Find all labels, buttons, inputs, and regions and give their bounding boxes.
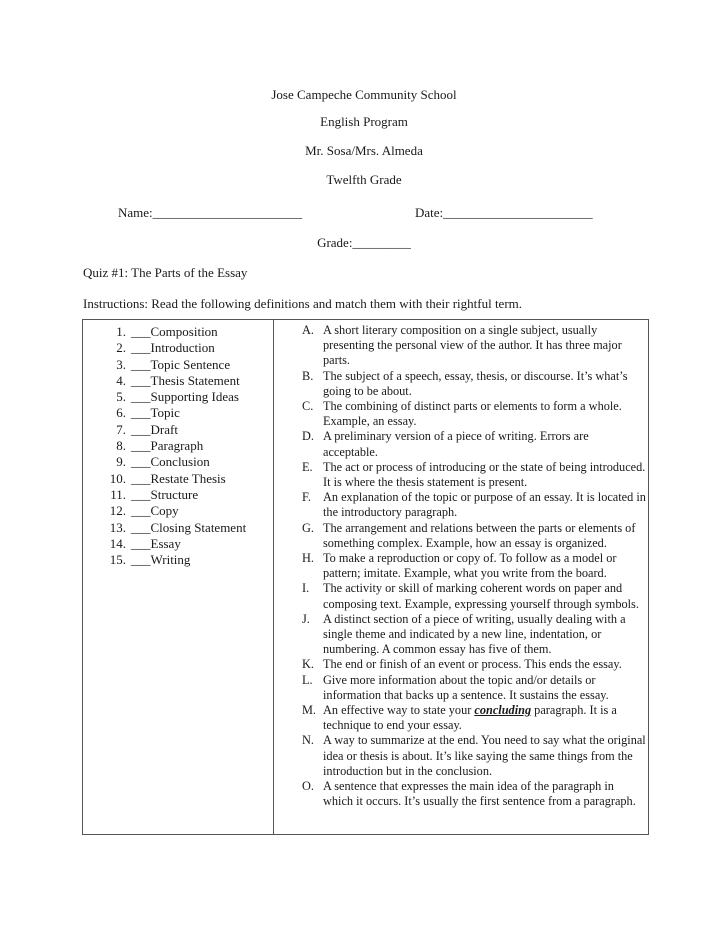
definition-text: The arrangement and relations between the parts or elements of something complex. Example, how an essay is organized.: [323, 520, 636, 550]
definition-text: The combining of distinct parts or elements to form a whole. Example, an essay.: [323, 399, 622, 429]
term-number: 11.: [110, 486, 126, 502]
definition-letter: J.: [302, 611, 310, 626]
term-label[interactable]: ___Copy: [131, 503, 179, 519]
definition-letter: O.: [302, 779, 314, 794]
term-item: [83, 389, 273, 405]
definition-text: A preliminary version of a piece of writing. Errors are acceptable.: [323, 429, 589, 459]
quiz-title: Quiz #1: The Parts of the Essay: [83, 265, 248, 280]
term-number: 8.: [116, 438, 126, 454]
definition-letter: K.: [302, 657, 314, 672]
definition-letter: C.: [302, 399, 314, 414]
term-item: [83, 324, 273, 340]
definition-letter: F.: [302, 490, 311, 505]
definition-emphasis: concluding: [474, 703, 532, 718]
definition-item: [278, 581, 646, 611]
quiz-table: [82, 319, 649, 835]
term-item: [83, 503, 273, 519]
term-label[interactable]: ___Structure: [131, 486, 199, 502]
definition-letter: I.: [302, 581, 310, 596]
definition-text-part: An effective way to state your: [323, 703, 475, 718]
term-label[interactable]: ___Paragraph: [131, 438, 204, 454]
grade-level: Twelfth Grade: [326, 172, 402, 187]
term-number: 14.: [109, 535, 126, 551]
definition-text: The act or process of introducing or the state of being introduced. It is where the thesis statement is present.: [323, 459, 646, 490]
term-number: 10.: [109, 470, 126, 486]
term-item: [83, 422, 273, 438]
term-label[interactable]: ___Essay: [131, 535, 181, 551]
definition-item: [278, 551, 646, 581]
column-divider: [273, 320, 274, 834]
term-item: [83, 487, 273, 503]
definition-item: [278, 779, 646, 809]
definition-text: Give more information about the topic and/or details or information that backs up a sentence. It sustains the essay.: [323, 672, 609, 702]
instructions: Instructions: Read the following definitions and match them with their rightful term.: [83, 296, 523, 311]
definition-text: The activity or skill of marking coherent words on paper and composing text. Example, expressing yourself through symbols.: [323, 581, 639, 611]
term-number: 15.: [109, 552, 126, 568]
definition-letter: A.: [302, 323, 314, 337]
term-item: [83, 373, 273, 389]
definition-text: A short literary composition on a single subject, usually presenting the personal view of the author. It has three major parts.: [323, 323, 622, 368]
term-number: 13.: [109, 519, 126, 535]
definition-text: [323, 703, 646, 733]
definition-item: [278, 612, 646, 658]
definition-letter: H.: [302, 551, 314, 566]
term-label[interactable]: ___Thesis Statement: [131, 372, 240, 388]
definition-letter: N.: [302, 733, 314, 748]
program-name: English Program: [320, 114, 408, 129]
term-item: [83, 340, 273, 356]
name-field[interactable]: Name:_______________________: [118, 205, 303, 220]
term-label[interactable]: ___Closing Statement: [131, 519, 247, 535]
definition-text: A sentence that expresses the main idea of the paragraph in which it occurs. It’s usually the first sentence from a paragraph.: [323, 779, 636, 809]
definition-text: To make a reproduction or copy of. To follow as a model or pattern; imitate. Example, what you write from the board.: [323, 551, 617, 581]
term-item: [83, 552, 273, 568]
definition-item: [278, 657, 646, 672]
term-number: 6.: [116, 405, 126, 421]
term-item: [83, 357, 273, 373]
definition-item: [278, 490, 646, 520]
term-number: 4.: [116, 372, 126, 388]
definition-text: The end or finish of an event or process. This ends the essay.: [323, 657, 622, 672]
term-item: [83, 471, 273, 487]
grade-field[interactable]: Grade:_________: [317, 235, 411, 250]
definition-letter: G.: [302, 520, 314, 535]
definition-letter: L.: [302, 672, 313, 687]
definition-letter: D.: [302, 429, 314, 444]
term-label[interactable]: ___Topic Sentence: [131, 356, 231, 372]
definition-item: [278, 673, 646, 703]
term-item: [83, 438, 273, 454]
term-item: [83, 405, 273, 421]
definition-item: [278, 521, 646, 551]
definition-text-part: paragraph. It is a technique to end your essay.: [323, 703, 617, 733]
definition-letter: B.: [302, 368, 314, 383]
term-label[interactable]: ___Composition: [131, 324, 218, 339]
term-label[interactable]: ___Topic: [131, 405, 180, 421]
term-item: [83, 520, 273, 536]
term-label[interactable]: ___Supporting Ideas: [131, 389, 239, 405]
term-item: [83, 454, 273, 470]
term-number: 2.: [116, 340, 126, 356]
term-label[interactable]: ___Draft: [131, 421, 178, 437]
definition-item: [278, 369, 646, 399]
definition-text: A way to summarize at the end. You need to say what the original idea or thesis is about. It’s like saying the same things from the introduction but in the conclusion.: [323, 733, 646, 778]
term-label[interactable]: ___Introduction: [131, 340, 215, 356]
teacher-names: Mr. Sosa/Mrs. Almeda: [305, 143, 423, 158]
term-number: 12.: [109, 503, 126, 519]
term-number: 5.: [116, 389, 126, 405]
definition-text: An explanation of the topic or purpose of an essay. It is located in the introductory paragraph.: [323, 490, 646, 520]
term-item: [83, 536, 273, 552]
definition-item: [278, 323, 646, 369]
term-label[interactable]: ___Writing: [131, 552, 191, 568]
term-label[interactable]: ___Restate Thesis: [131, 470, 226, 486]
term-list: [83, 324, 273, 568]
definition-letter: M.: [302, 703, 317, 718]
definition-letter: E.: [302, 459, 313, 474]
definition-item: [278, 399, 646, 429]
term-number: 1.: [116, 324, 126, 339]
date-field[interactable]: Date:_______________________: [415, 205, 593, 220]
definition-item: [278, 733, 646, 779]
definition-item: [278, 429, 646, 459]
term-label[interactable]: ___Conclusion: [131, 454, 210, 470]
term-number: 7.: [116, 421, 126, 437]
definition-item: [278, 460, 646, 490]
definition-item: [278, 703, 646, 733]
definition-list: [278, 323, 646, 810]
term-number: 9.: [116, 454, 126, 470]
term-number: 3.: [116, 356, 126, 372]
definition-text: A distinct section of a piece of writing, usually dealing with a single theme and indicated by a new line, indentation, or numbering. A common essay has five of them.: [323, 611, 626, 657]
definition-text: The subject of a speech, essay, thesis, or discourse. It’s what’s going to be about.: [323, 368, 628, 398]
school-name: Jose Campeche Community School: [271, 87, 457, 102]
